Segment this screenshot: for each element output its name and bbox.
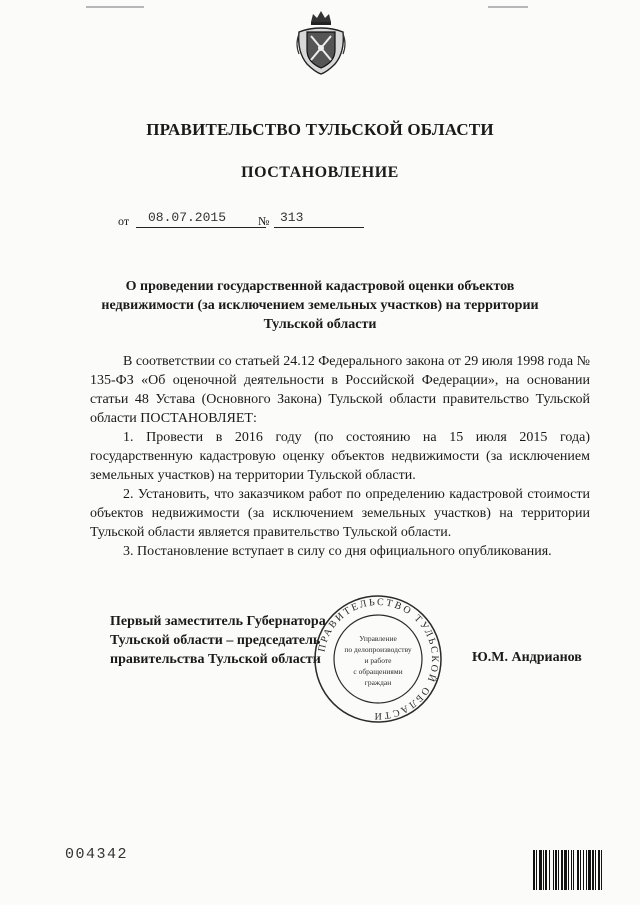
barcode-bar (586, 850, 587, 890)
barcode-bar (539, 850, 542, 890)
subject-line: Тульской области (263, 317, 377, 332)
barcode-bar (545, 850, 547, 890)
barcode-bar (588, 850, 591, 890)
barcode-bar (536, 850, 537, 890)
barcode-bar (601, 850, 602, 890)
stamp-center-line: граждан (364, 678, 392, 687)
barcode-bar (561, 850, 563, 890)
body-item-2: 2. Установить, что заказчиком работ по определению кадастровой стоимости объектов недвижимости (за исключением земельных участков) на территории Тульской области является правительство Тульской области. (90, 487, 590, 540)
body-item-1: 1. Провести в 2016 году (по состоянию на 15 июля 2015 года) государственную кадастровую оценку объектов недвижимости (за исключением земельных участков) на территории Тульской области. (90, 430, 590, 483)
barcode-bar (577, 850, 579, 890)
body-item-3: 3. Постановление вступает в силу со дня официального опубликования. (123, 544, 552, 559)
stamp-center-line: и работе (364, 656, 392, 665)
barcode-bar (571, 850, 572, 890)
government-title: ПРАВИТЕЛЬСТВО ТУЛЬСКОЙ ОБЛАСТИ (146, 120, 494, 139)
document-subject (60, 277, 580, 334)
barcode-icon (533, 850, 625, 890)
barcode-bar (583, 850, 584, 890)
scan-artifact (86, 6, 144, 8)
date-label: от (118, 214, 130, 228)
barcode-bar (558, 850, 559, 890)
barcode-bar (595, 850, 596, 890)
subject-line: О проведении государственной кадастровой оценки объектов (125, 279, 515, 294)
stamp-center-line: Управление (359, 634, 397, 643)
barcode-bar (592, 850, 594, 890)
stamp-center-line: по делопроизводству (344, 645, 412, 654)
barcode-bar (580, 850, 581, 890)
scan-artifact (488, 6, 528, 8)
barcode-bar (573, 850, 574, 890)
barcode-bar (533, 850, 535, 890)
number-label: № (258, 214, 270, 228)
barcode-bar (555, 850, 557, 890)
stamp-ring-text: ПРАВИТЕЛЬСТВО ТУЛЬСКОЙ ОБЛАСТИ (316, 596, 441, 722)
document-body (90, 352, 590, 561)
signer-position-line: правительства Тульской области (110, 652, 321, 667)
preamble-paragraph: В соответствии со статьей 24.12 Федерального закона от 29 июля 1998 года № 135-ФЗ «Об оценочной деятельности в Российской Федерации», на основании статьи 48 Устава (Основного Закона) Тульской области правительство Тульской области ПОСТАНОВЛЯЕТ: (90, 354, 590, 426)
barcode-bar (598, 850, 600, 890)
date-value: 08.07.2015 (136, 211, 266, 228)
barcode-bar (568, 850, 569, 890)
barcode-bar (549, 850, 550, 890)
signer-name: Ю.М. Андрианов (472, 650, 582, 665)
barcode-bar (564, 850, 567, 890)
stamp-center-line: с обращениями (353, 667, 403, 676)
coat-of-arms-icon (293, 8, 349, 76)
signer-position-line: Первый заместитель Губернатора (110, 614, 326, 629)
document-type: ПОСТАНОВЛЕНИЕ (241, 164, 399, 181)
number-value: 313 (274, 211, 364, 228)
barcode-bar (543, 850, 544, 890)
official-stamp (312, 593, 444, 725)
subject-line: недвижимости (за исключением земельных участков) на территории (101, 298, 539, 313)
signer-position-line: Тульской области – председатель (110, 633, 321, 648)
barcode-bar (553, 850, 554, 890)
document-serial-number: 004342 (65, 846, 129, 863)
